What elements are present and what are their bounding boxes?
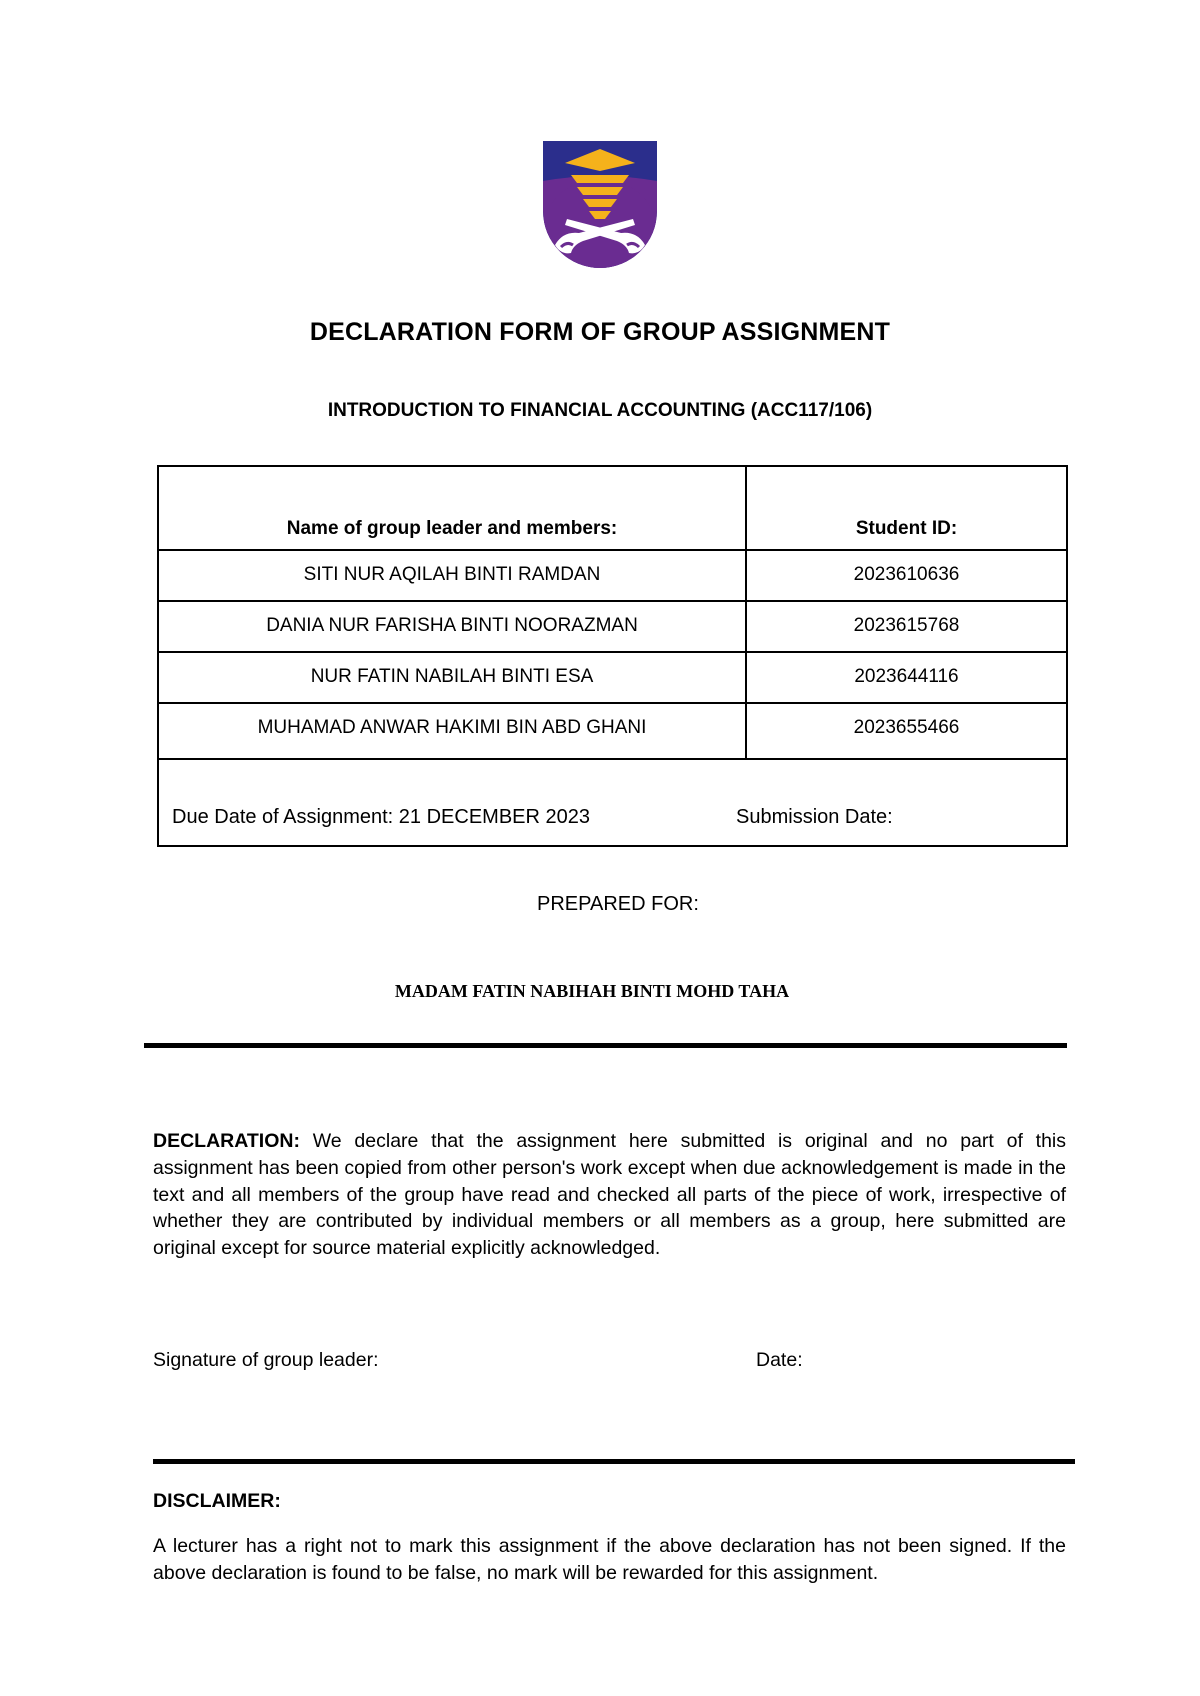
- id-column-header: Student ID:: [855, 518, 958, 539]
- table-row-divider: [159, 651, 1066, 653]
- prepared-for-label: PREPARED FOR:: [537, 893, 699, 915]
- disclaimer-heading: DISCLAIMER:: [153, 1490, 281, 1512]
- section-divider: [153, 1459, 1075, 1464]
- member-name: SITI NUR AQILAH BINTI RAMDAN: [303, 564, 601, 585]
- table-row-divider: [159, 549, 1066, 551]
- member-id: 2023655466: [853, 717, 960, 738]
- member-id: 2023610636: [853, 564, 960, 585]
- declaration-text: We declare that the assignment here submitted is original and no part of this assignment has been copied from other person's work except when due acknowledgement is made in the text and all members of the group have read and checked all parts of the piece of work, irrespective of whether they are contributed by individual members or all members as a group, here submitted are original except for source material explicitly acknowledged.: [153, 1130, 1066, 1260]
- form-title: DECLARATION FORM OF GROUP ASSIGNMENT: [309, 318, 891, 346]
- declaration-heading: DECLARATION:: [153, 1130, 300, 1152]
- university-crest-icon: [543, 141, 657, 273]
- member-name: MUHAMAD ANWAR HAKIMI BIN ABD GHANI: [257, 717, 647, 738]
- section-divider: [144, 1043, 1067, 1048]
- member-name: NUR FATIN NABILAH BINTI ESA: [310, 666, 594, 687]
- course-title: INTRODUCTION TO FINANCIAL ACCOUNTING (ACC117/106): [327, 400, 873, 421]
- submission-date-label: Submission Date:: [736, 806, 893, 828]
- due-date: Due Date of Assignment: 21 DECEMBER 2023: [172, 806, 590, 828]
- member-name: DANIA NUR FARISHA BINTI NOORAZMAN: [266, 615, 638, 636]
- name-column-header: Name of group leader and members:: [286, 518, 618, 539]
- declaration-paragraph: [153, 1128, 1066, 1262]
- member-id: 2023615768: [853, 615, 960, 636]
- lecturer-name: MADAM FATIN NABIHAH BINTI MOHD TAHA: [394, 981, 790, 1001]
- date-label: Date:: [756, 1349, 803, 1371]
- table-row-divider: [159, 600, 1066, 602]
- member-id: 2023644116: [854, 666, 959, 687]
- members-table: [157, 465, 1068, 847]
- table-row-divider: [159, 702, 1066, 704]
- signature-label: Signature of group leader:: [153, 1349, 379, 1371]
- table-row-divider: [159, 758, 1066, 760]
- disclaimer-text: A lecturer has a right not to mark this assignment if the above declaration has not been signed. If the above declaration is found to be false, no mark will be rewarded for this assignment.: [153, 1535, 1066, 1584]
